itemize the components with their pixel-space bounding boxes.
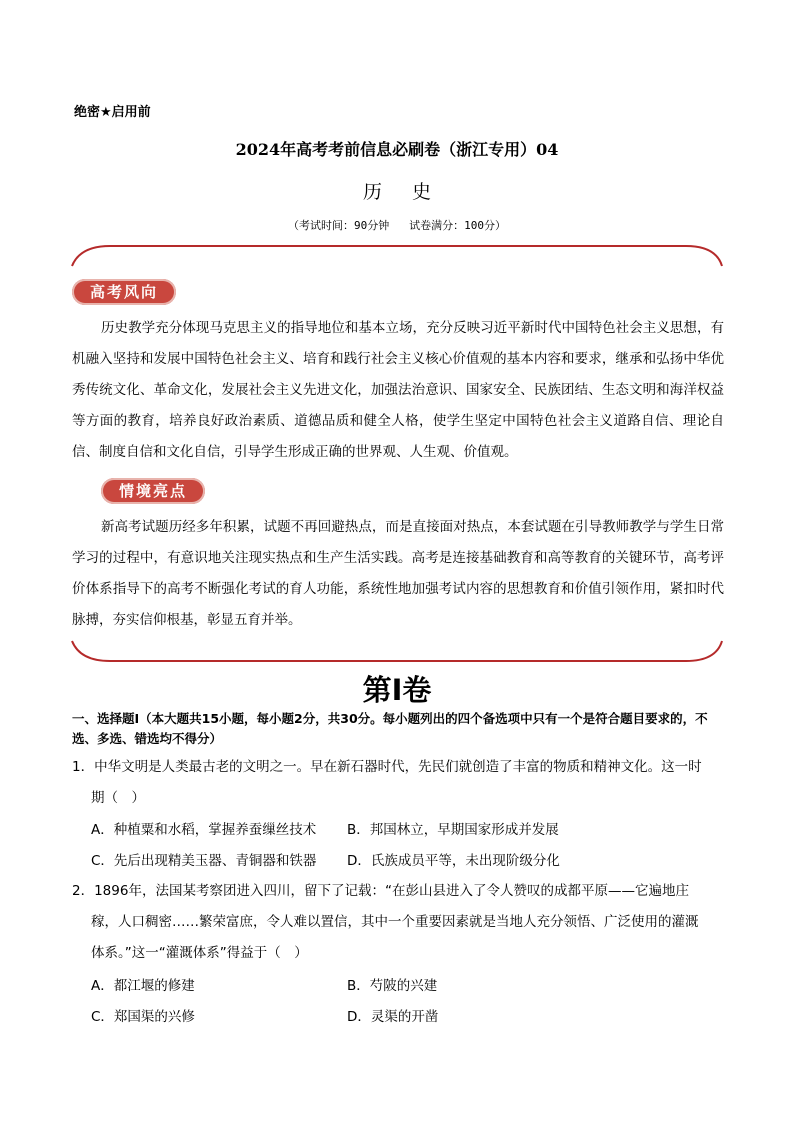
question-2-line-1: 2．1896年，法国某考察团进入四川，留下了记载：“在彭山县进入了令人赞叹的成都平原——它遍地庄 [72, 883, 689, 899]
confidential-label: 绝密★启用前 [74, 105, 151, 120]
question-2-line-3: 体系。”这一“灌溉体系”得益于（ ） [91, 945, 308, 961]
frame-top-arc [72, 246, 722, 266]
question-2-option-d: D．灵渠的开凿 [347, 1009, 439, 1025]
question-1-option-b: B．邦国林立，早期国家形成并发展 [347, 822, 559, 838]
question-2-option-c: C．郑国渠的兴修 [91, 1009, 195, 1025]
exam-info: （考试时间：90分钟 试卷满分：100分） [288, 219, 506, 232]
question-1-option-d: D．氏族成员平等，未出现阶级分化 [347, 853, 560, 869]
section-instructions: 一、选择题Ⅰ（本大题共15小题，每小题2分，共30分。每小题列出的四个备选项中只有一个是符合题目要求的，不选、多选、错选均不得分） [72, 711, 708, 746]
question-2-line-2: 稼，人口稠密……繁荣富庶，令人难以置信，其中一个重要因素就是当地人充分领悟、广泛使用的灌溉 [91, 914, 699, 930]
gaokao-trend-badge: 高考风向 [72, 279, 176, 305]
question-1-line-1: 1．中华文明是人类最古老的文明之一。早在新石器时代，先民们就创造了丰富的物质和精神文化。这一时 [72, 759, 702, 775]
question-1-option-c: C．先后出现精美玉器、青铜器和铁器 [91, 853, 317, 869]
gaokao-trend-paragraph: 历史教学充分体现马克思主义的指导地位和基本立场，充分反映习近平新时代中国特色社会主义思想，有机融入坚持和发展中国特色社会主义、培育和践行社会主义核心价值观的基本内容和要求，继承和弘扬中华优秀传统文化、革命文化，发展社会主义先进文化，加强法治意识、国家安全、民族团结、生态文明和海洋权益等方面的教育，培养良好政治素质、道德品质和健全人格，使学生坚定中国特色社会主义道路自信、理论自信、制度自信和文化自信，引导学生形成正确的世界观、人生观、价值观。 [72, 320, 724, 460]
subject-title: 历史 [362, 181, 461, 203]
context-highlight-paragraph: 新高考试题历经多年积累，试题不再回避热点，而是直接面对热点，本套试题在引导教师教学与学生日常学习的过程中，有意识地关注现实热点和生产生活实践。高考是连接基础教育和高等教育的关键环节，高考评价体系指导下的高考不断强化考试的育人功能，系统性地加强考试内容的思想教育和价值引领作用，紧扣时代脉搏，夯实信仰根基，彰显五育并举。 [72, 519, 724, 628]
context-highlight-badge: 情境亮点 [101, 478, 205, 504]
frame-bottom-arc [72, 641, 722, 661]
exam-title: 2024年高考考前信息必刷卷（浙江专用）04 [235, 140, 559, 159]
question-1-option-a: A．种植粟和水稻，掌握养蚕缫丝技术 [91, 822, 317, 838]
question-2-option-b: B．芍陂的兴建 [347, 978, 438, 994]
question-1-line-2: 期（ ） [91, 790, 145, 806]
volume-heading: 第Ⅰ卷 [362, 673, 432, 707]
question-2-option-a: A．都江堰的修建 [91, 978, 195, 994]
